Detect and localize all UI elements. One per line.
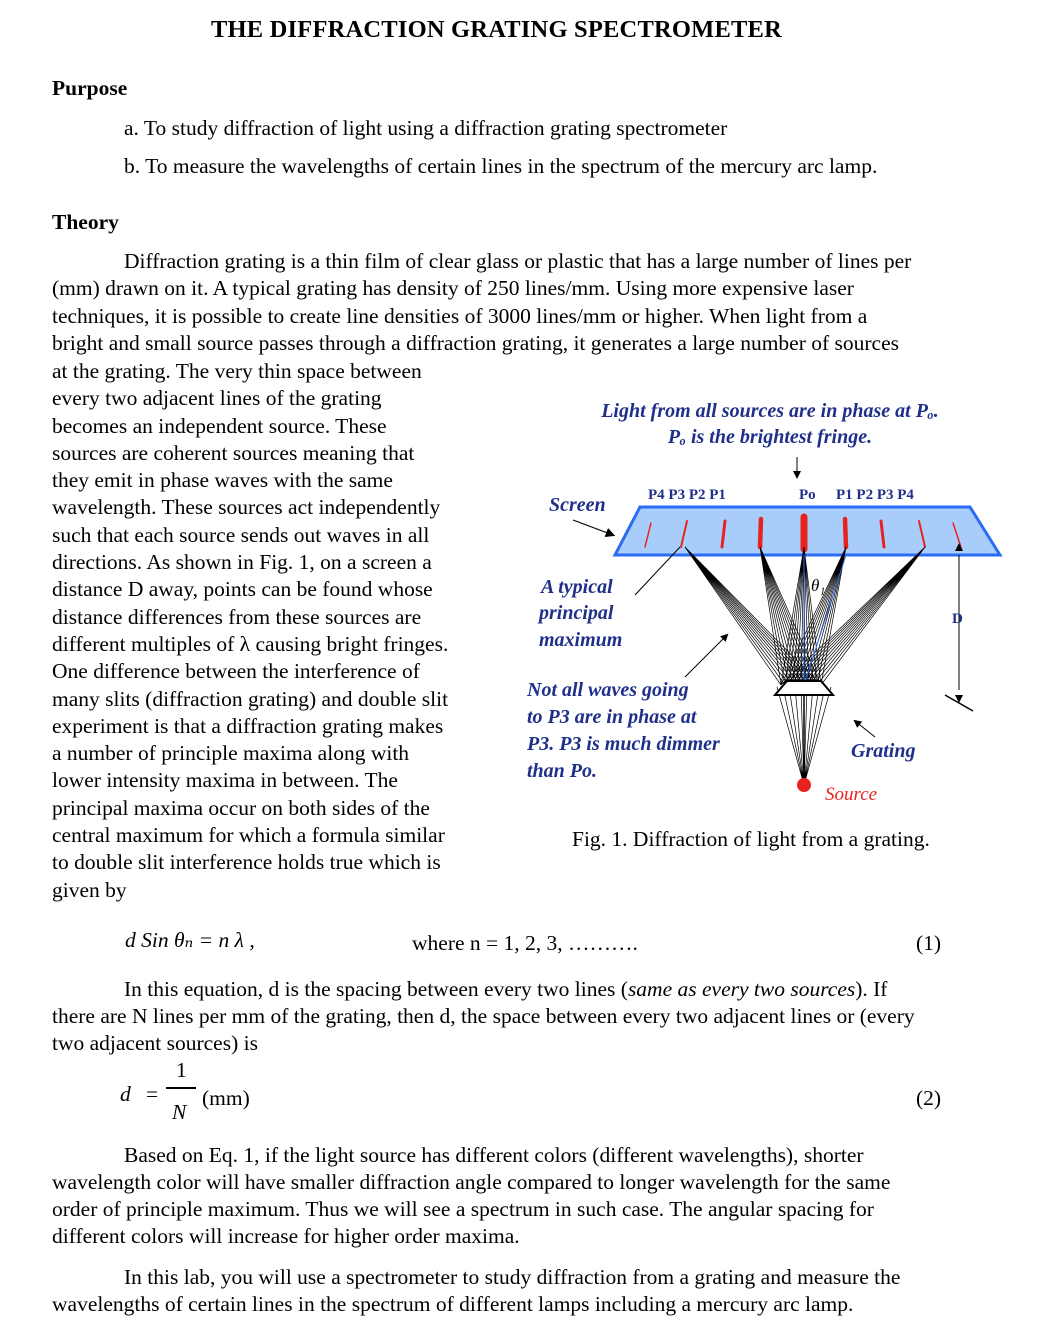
theory-narrow-line: every two adjacent lines of the grating xyxy=(52,386,382,411)
diffraction-figure xyxy=(515,455,1015,815)
principal-label-2: principal xyxy=(539,602,614,624)
para-based-line: Based on Eq. 1, if the light source has different colors (different wavelengths), shorter xyxy=(124,1143,864,1167)
theory-narrow-line: a number of principle maxima along with xyxy=(52,741,410,766)
theory-line: Diffraction grating is a thin film of clear glass or plastic that has a large number of lines per xyxy=(124,249,912,273)
para-eq1-line1-italic: same as every two sources xyxy=(627,977,856,1001)
theory-narrow-line: directions. As shown in Fig. 1, on a screen a xyxy=(52,550,432,575)
theory-narrow-line: sources are coherent sources meaning that xyxy=(52,440,415,465)
para-based-line: wavelength color will have smaller diffraction angle compared to longer wavelength for the same xyxy=(52,1170,891,1194)
theory-narrow-line: distance D away, points can be found whose xyxy=(52,577,433,602)
screen-label: Screen xyxy=(549,494,606,516)
principal-label-1: A typical xyxy=(541,576,613,598)
d-label: D xyxy=(952,611,963,627)
para-eq1-line3: two adjacent sources) is xyxy=(52,1031,258,1055)
equation-2-denominator: N xyxy=(172,1100,187,1124)
figure-caption: Fig. 1. Diffraction of light from a grating. xyxy=(572,827,930,851)
note-line-2: to P3 are in phase at xyxy=(527,706,697,728)
para-eq1-line1 xyxy=(124,976,887,1003)
page-title: THE DIFFRACTION GRATING SPECTROMETER xyxy=(211,16,782,43)
para-lab-line: In this lab, you will use a spectrometer to study diffraction from a grating and measure the xyxy=(124,1265,901,1289)
source-label: Source xyxy=(825,784,878,805)
para-lab-line: wavelengths of certain lines in the spectrum of different lamps including a mercury arc lamp. xyxy=(52,1292,854,1316)
theory-narrow-line: One difference between the interference of xyxy=(52,659,420,684)
theory-narrow-line: lower intensity maxima in between. The xyxy=(52,768,398,793)
theory-line: (mm) drawn on it. A typical grating has density of 250 lines/mm. Using more expensive laser xyxy=(52,276,854,300)
grating-label: Grating xyxy=(851,740,916,762)
para-eq1-line2: there are N lines per mm of the grating, then d, the space between every two adjacent lines or (every xyxy=(52,1004,915,1028)
theory-line: bright and small source passes through a diffraction grating, it generates a large number of sources xyxy=(52,331,900,355)
screen-arrow xyxy=(573,520,613,535)
purpose-item-a: a. To study diffraction of light using a diffraction grating spectrometer xyxy=(124,116,728,140)
theory-narrow-line: such that each source sends out waves in all xyxy=(52,522,430,547)
theory-narrow-line: at the grating. The very thin space between xyxy=(52,359,422,383)
para-eq1-line1-post: ). If xyxy=(855,977,888,1001)
theory-narrow-line: to double slit interference holds true which is xyxy=(52,850,441,875)
theory-narrow-line: becomes an independent source. These xyxy=(52,413,387,438)
purpose-item-b: b. To measure the wavelengths of certain lines in the spectrum of the mercury arc lamp. xyxy=(124,154,878,178)
equation-2-numerator: 1 xyxy=(176,1058,187,1082)
theory-line: techniques, it is possible to create line densities of 3000 lines/mm or higher. When light from a xyxy=(52,304,868,328)
equation-2-unit: (mm) xyxy=(202,1086,250,1110)
theory-narrow-line: different multiples of λ causing bright fringes. xyxy=(52,631,449,656)
para-based-line: different colors will increase for higher order maxima. xyxy=(52,1224,520,1248)
note-line-1: Not all waves going xyxy=(527,679,689,701)
grating-arrow xyxy=(855,721,875,737)
theta-label: θ₁ xyxy=(811,576,826,595)
equation-1-where: where n = 1, 2, 3, ………. xyxy=(412,931,638,955)
theory-narrow-line: wavelength. These sources act independently xyxy=(52,495,441,520)
equation-1: d Sin θₙ = n λ , xyxy=(125,928,255,952)
note-line-3: P3. P3 is much dimmer xyxy=(527,733,720,755)
theory-narrow-line: central maximum for which a formula similar xyxy=(52,823,445,848)
positions-right-label: P1 P2 P3 P4 xyxy=(836,487,914,503)
note-arrow xyxy=(685,635,727,677)
equation-2-equals: = xyxy=(146,1082,159,1106)
source-dot xyxy=(797,778,811,792)
position-center-label: Po xyxy=(799,487,816,503)
positions-left-label: P4 P3 P2 P1 xyxy=(648,487,726,503)
theory-narrow-line: they emit in phase waves with the same xyxy=(52,468,393,493)
equation-2-number: (2) xyxy=(916,1086,942,1110)
theory-narrow-line: distance differences from these sources are xyxy=(52,604,422,629)
figure-caption-line1: Light from all sources are in phase at Pₒ. xyxy=(601,400,939,422)
note-line-4: than Po. xyxy=(527,760,598,782)
principal-label-3: maximum xyxy=(539,629,623,651)
theory-narrow-block xyxy=(52,358,448,904)
equation-2-d: d xyxy=(120,1082,131,1106)
theory-narrow-line: given by xyxy=(52,877,127,902)
equation-1-number: (1) xyxy=(916,931,942,955)
theory-narrow-line: experiment is that a diffraction grating makes xyxy=(52,713,444,738)
figure-caption-top xyxy=(540,398,1000,450)
para-based-line: order of principle maximum. Thus we will see a spectrum in such case. The angular spacing for xyxy=(52,1197,874,1221)
figure-caption-line2: Pₒ is the brightest fringe. xyxy=(667,426,873,448)
theory-narrow-line: principal maxima occur on both sides of the xyxy=(52,795,430,820)
para-eq1-line1-pre: In this equation, d is the spacing between every two lines ( xyxy=(124,977,628,1001)
theory-narrow-line: many slits (diffraction grating) and double slit xyxy=(52,686,449,711)
equation-2-fraction-bar xyxy=(166,1087,196,1089)
theory-heading: Theory xyxy=(52,210,119,234)
purpose-heading: Purpose xyxy=(52,76,128,100)
